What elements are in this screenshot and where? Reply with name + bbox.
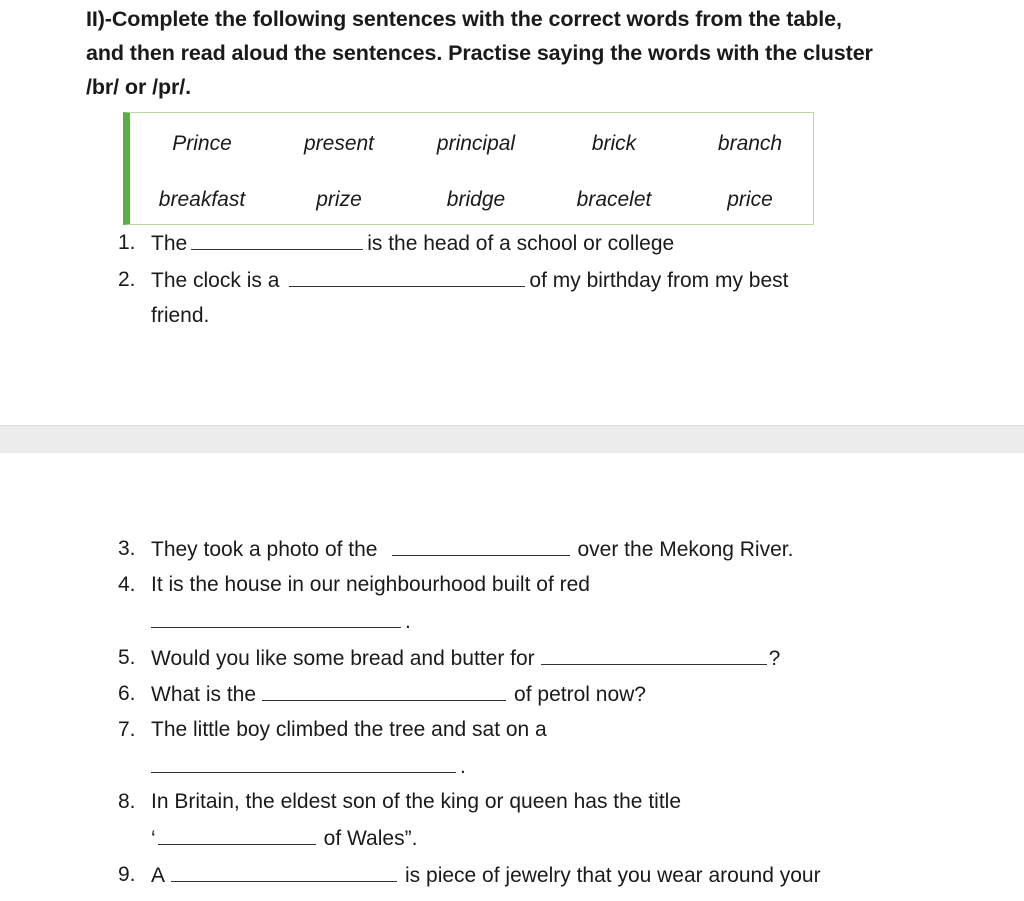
sentence-2-cont: friend. — [151, 304, 210, 327]
sentence-8-cont — [151, 826, 417, 851]
sentence-5 — [151, 646, 780, 671]
word-cell: prize — [316, 188, 362, 211]
sentence-2-text-b: of my birthday from my best — [529, 269, 789, 292]
sentence-1-text-a: The — [151, 232, 188, 255]
instructions — [86, 2, 986, 104]
sentence-7-end: . — [460, 755, 466, 778]
answer-blank-3[interactable] — [392, 537, 570, 556]
sentence-4-cont — [151, 609, 411, 634]
sentence-9-text-b: is piece of jewelry that you wear around your — [405, 864, 821, 887]
page-1 — [0, 0, 1024, 425]
answer-blank-4[interactable] — [151, 609, 401, 628]
word-cell: price — [727, 188, 773, 211]
sentence-8-text-b: of Wales”. — [323, 827, 418, 850]
sentence-4-end: . — [405, 610, 411, 633]
sentence-8: In Britain, the eldest son of the king or queen has the title — [151, 790, 682, 813]
sentence-9-text-a: A — [151, 864, 166, 887]
answer-blank-6[interactable] — [262, 682, 506, 701]
word-cell: branch — [717, 132, 783, 155]
instruction-line-1: II)-Complete the following sentences with the correct words from the table, — [86, 7, 842, 31]
sentence-3 — [151, 537, 793, 562]
sentence-4: It is the house in our neighbourhood built of red — [151, 573, 590, 596]
word-cell: breakfast — [158, 188, 246, 211]
sentence-5-number: 5. — [118, 646, 136, 669]
answer-blank-7[interactable] — [151, 754, 456, 773]
answer-blank-5[interactable] — [541, 646, 767, 665]
sentence-6-text-b: of petrol now? — [514, 683, 646, 706]
sentence-9 — [151, 863, 821, 888]
sentence-1-number: 1. — [118, 231, 136, 254]
word-cell: brick — [591, 132, 637, 155]
sentence-6-number: 6. — [118, 682, 136, 705]
sentence-2 — [151, 268, 788, 293]
word-cell: bridge — [446, 188, 506, 211]
sentence-6 — [151, 682, 646, 707]
page-break — [0, 425, 1024, 454]
instruction-line-3: /br/ or /pr/. — [86, 75, 192, 99]
sentence-6-text-a: What is the — [151, 683, 257, 706]
sentence-9-number: 9. — [118, 863, 136, 886]
sentence-3-number: 3. — [118, 537, 136, 560]
sentence-3-text-a: They took a photo of the — [151, 538, 378, 561]
answer-blank-1[interactable] — [191, 231, 363, 250]
sentence-3-text-b: over the Mekong River. — [577, 538, 794, 561]
answer-blank-8[interactable] — [158, 826, 316, 845]
sentence-8-open-quote: ‘ — [151, 827, 156, 850]
word-table — [123, 112, 814, 225]
answer-blank-9[interactable] — [171, 863, 397, 882]
word-cell: principal — [436, 132, 516, 155]
sentence-1 — [151, 231, 674, 256]
answer-blank-2[interactable] — [289, 268, 525, 287]
instruction-line-2: and then read aloud the sentences. Practise saying the words with the cluster — [86, 41, 873, 65]
sentence-7: The little boy climbed the tree and sat on a — [151, 718, 547, 741]
sentence-1-text-b: is the head of a school or college — [367, 232, 675, 255]
word-cell: present — [303, 132, 375, 155]
sentence-5-end: ? — [768, 647, 781, 670]
sentence-7-cont — [151, 754, 466, 779]
sentence-7-number: 7. — [118, 718, 136, 741]
word-cell: Prince — [172, 132, 232, 155]
page-2 — [0, 453, 1024, 901]
word-cell: bracelet — [576, 188, 652, 211]
sentence-8-number: 8. — [118, 790, 136, 813]
sentence-5-text-a: Would you like some bread and butter for — [151, 647, 535, 670]
sentence-4-number: 4. — [118, 573, 136, 596]
sentence-2-text-a: The clock is a — [151, 269, 280, 292]
sentence-2-number: 2. — [118, 268, 136, 291]
